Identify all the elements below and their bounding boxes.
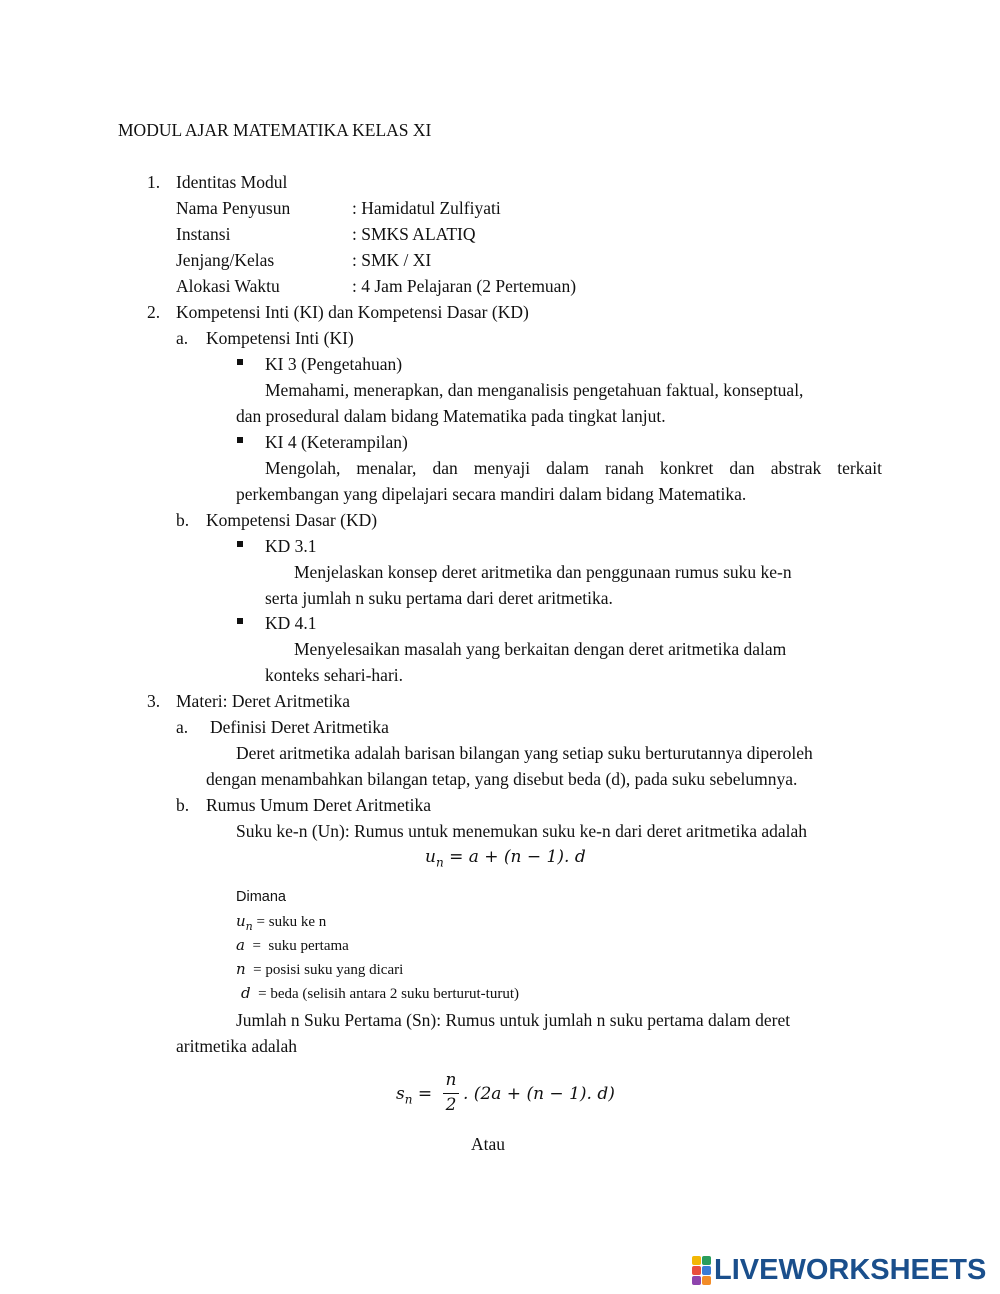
subsection-3a-marker: a.: [176, 717, 189, 737]
un-formula: $u_n = a + (n - 1)$. d: [425, 847, 586, 870]
logo-tile: [702, 1276, 711, 1285]
liveworksheets-logo-icon: [692, 1256, 711, 1285]
subsection-3a-heading: Definisi Deret Aritmetika: [210, 717, 389, 737]
kd31-title: KD 3.1: [265, 536, 317, 556]
bullet-icon: [237, 618, 243, 624]
section-2-number: 2.: [147, 302, 161, 322]
kd31-text-line2: serta jumlah n suku pertama dari deret aritmetika.: [265, 588, 613, 608]
subsection-3b-marker: b.: [176, 795, 190, 815]
identity-value-author: : Hamidatul Zulfiyati: [352, 198, 501, 218]
definition-n: n = posisi suku yang dicari: [236, 960, 404, 978]
definition-line2: dengan menambahkan bilangan tetap, yang disebut beda (d), pada suku sebelumnya.: [206, 769, 798, 789]
logo-tile: [692, 1256, 701, 1265]
section-3-number: 3.: [147, 691, 161, 711]
subsection-2b-heading: Kompetensi Dasar (KD): [206, 510, 378, 530]
sn-formula-rhs: . (2a + (n − 1). d): [463, 1084, 615, 1104]
subsection-3b-heading: Rumus Umum Deret Aritmetika: [206, 795, 432, 815]
ki3-text-line1: Memahami, menerapkan, dan menganalisis pengetahuan faktual, konseptual,: [265, 380, 804, 400]
ki4-text-line1: Mengolah, menalar, dan menyaji dalam ranah konkret dan abstrak terkait: [265, 458, 882, 478]
logo-tile: [702, 1256, 711, 1265]
kd41-text-line2: konteks sehari-hari.: [265, 665, 404, 685]
fraction-numerator: n: [445, 1070, 457, 1090]
identity-label-institution: Instansi: [176, 224, 231, 244]
document-title: MODUL AJAR MATEMATIKA KELAS XI: [118, 120, 432, 140]
identity-value-level: : SMK / XI: [352, 250, 432, 270]
definition-d: d = beda (selisih antara 2 suku berturut-turut): [241, 984, 519, 1002]
fraction-denominator: 2: [445, 1095, 457, 1115]
kd41-text-line1: Menyelesaikan masalah yang berkaitan dengan deret aritmetika dalam: [294, 639, 787, 659]
bullet-icon: [237, 359, 243, 365]
logo-tile: [692, 1276, 701, 1285]
section-1-heading: Identitas Modul: [176, 172, 288, 192]
ki4-text-line2: perkembangan yang dipelajari secara mandiri dalam bidang Matematika.: [236, 484, 747, 504]
kd41-title: KD 4.1: [265, 613, 317, 633]
definition-line1: Deret aritmetika adalah barisan bilangan yang setiap suku berturutannya diperoleh: [236, 743, 813, 763]
sn-formula-lhs: $s_n$ =: [396, 1084, 438, 1107]
identity-label-level: Jenjang/Kelas: [176, 250, 275, 270]
definition-un: $u_n$ = suku ke n: [236, 912, 327, 933]
sn-description-line1: Jumlah n Suku Pertama (Sn): Rumus untuk jumlah n suku pertama dalam deret: [236, 1010, 791, 1030]
subsection-2b-marker: b.: [176, 510, 190, 530]
atau-label: Atau: [471, 1134, 506, 1154]
section-3-heading: Materi: Deret Aritmetika: [176, 691, 350, 711]
identity-value-institution: : SMKS ALATIQ: [352, 224, 476, 244]
un-description: Suku ke-n (Un): Rumus untuk menemukan suku ke-n dari deret aritmetika adalah: [236, 821, 808, 841]
bullet-icon: [237, 437, 243, 443]
dimana-label: Dimana: [236, 889, 286, 905]
identity-label-author: Nama Penyusun: [176, 198, 291, 218]
liveworksheets-brand: LIVEWORKSHEETS: [714, 1253, 987, 1286]
logo-tile: [702, 1266, 711, 1275]
liveworksheets-logo: [692, 1255, 986, 1285]
kd31-text-line1: Menjelaskan konsep deret aritmetika dan penggunaan rumus suku ke-n: [294, 562, 792, 582]
bullet-icon: [237, 541, 243, 547]
logo-tile: [692, 1266, 701, 1275]
definition-a: a = suku pertama: [236, 936, 349, 954]
subsection-2a-heading: Kompetensi Inti (KI): [206, 328, 354, 348]
sn-fraction: [443, 1070, 459, 1116]
subsection-2a-marker: a.: [176, 328, 189, 348]
identity-label-time: Alokasi Waktu: [176, 276, 280, 296]
sn-description-line2: aritmetika adalah: [176, 1036, 297, 1056]
identity-value-time: : 4 Jam Pelajaran (2 Pertemuan): [352, 276, 577, 296]
section-2-heading: Kompetensi Inti (KI) dan Kompetensi Dasar (KD): [176, 302, 529, 322]
ki3-text-line2: dan prosedural dalam bidang Matematika pada tingkat lanjut.: [236, 406, 666, 426]
section-1-number: 1.: [147, 172, 161, 192]
ki4-title: KI 4 (Keterampilan): [265, 432, 408, 452]
ki3-title: KI 3 (Pengetahuan): [265, 354, 403, 374]
